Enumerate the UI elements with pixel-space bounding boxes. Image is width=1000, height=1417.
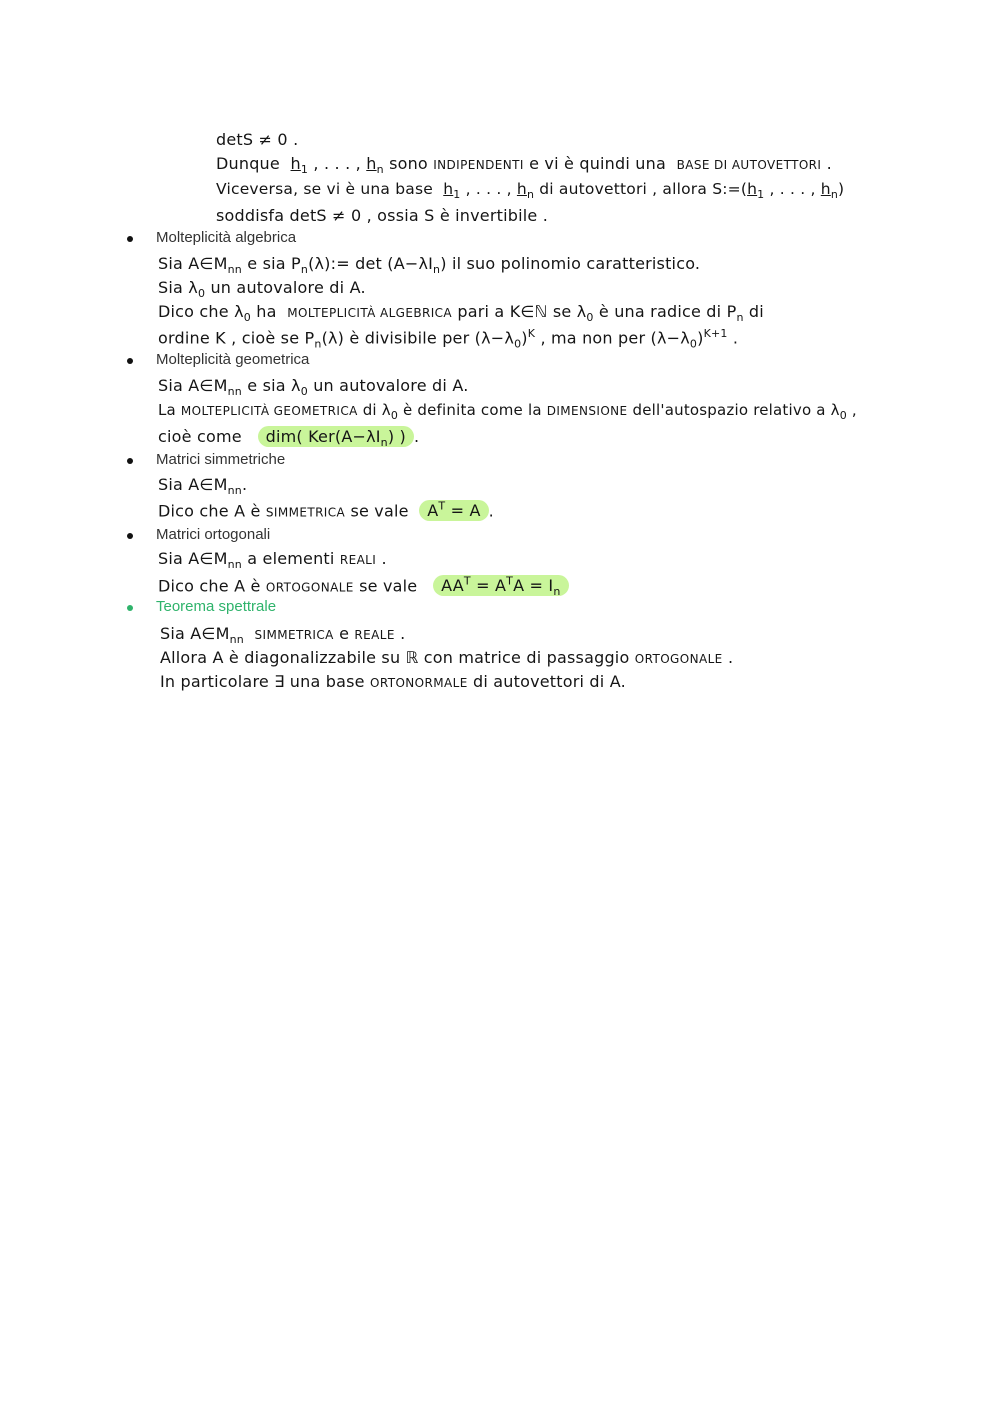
heading-molteplicita-algebrica: Molteplicità algebrica	[156, 229, 297, 246]
intro-line-4: soddisfa detS ≠ 0 , ossia S è invertibile .	[216, 206, 549, 225]
s2-line-2: La MOLTEPLICITÀ GEOMETRICA di $\lambda_0$ è definita come la DIMENSIONE dell'autospazio relativo a $\lambda_0$ ,	[158, 401, 857, 422]
s4-line-2: Dico che A è ORTOGONALE se vale $AA^T = A^TA = I_n$	[158, 575, 569, 599]
s3-line-1: Sia $A\in M_{nn}$.	[158, 475, 248, 498]
intro-line-1: detS ≠ 0 .	[216, 130, 299, 149]
bullet	[127, 458, 133, 464]
intro-line-3: Viceversa, se vi è una base $h_1$ , . . . , $h_n$ di autovettori , allora $S:=(h_1$ , . . . , $h_n$)	[216, 180, 845, 202]
bullet	[127, 605, 133, 611]
s2-line-3: cioè come dim( $Ker(A-\lambda I_n)$ ) .	[158, 427, 420, 450]
s5-line-3: In particolare ∃ una base ORTONORMALE di autovettori di A.	[160, 672, 626, 691]
heading-matrici-simmetriche: Matrici simmetriche	[156, 451, 286, 468]
bullet	[127, 533, 133, 539]
heading-molteplicita-geometrica: Molteplicità geometrica	[156, 351, 310, 368]
highlight-symmetric: $A^T = A$	[419, 500, 488, 521]
s1-line-2: Sia $\lambda_0$ un autovalore di A.	[158, 278, 366, 301]
s5-line-2: Allora A è diagonalizzabile su ℝ con matrice di passaggio ORTOGONALE .	[160, 648, 734, 667]
s1-line-4: ordine K , cioè se $P_n(\lambda)$ è divisibile per $(\lambda-\lambda_0)^K$ , ma non per $(\lambda-\lambda_0)^{K+1}$ .	[158, 327, 739, 351]
heading-teorema-spettrale: Teorema spettrale	[156, 598, 277, 615]
bullet	[127, 236, 133, 242]
highlight-geometric-multiplicity: dim( $Ker(A-\lambda I_n)$ )	[258, 426, 414, 447]
s2-line-1: Sia $A\in M_{nn}$ e sia $\lambda_0$ un autovalore di A.	[158, 376, 469, 399]
s4-line-1: Sia $A\in M_{nn}$ a elementi REALI .	[158, 549, 387, 572]
intro-line-2: Dunque $h_1$ , . . . , $h_n$ sono INDIPENDENTI e vi è quindi una BASE DI AUTOVETTORI .	[216, 154, 832, 177]
s1-line-1: Sia $A\in M_{nn}$ e sia $P_n(\lambda):= \det (A-\lambda I_n)$ il suo polinomio caratteristico.	[158, 254, 701, 277]
highlight-orthogonal: $AA^T = A^TA = I_n$	[433, 575, 568, 596]
s1-line-3: Dico che $\lambda_0$ ha MOLTEPLICITÀ ALGEBRICA pari a K∈ℕ se $\lambda_0$ è una radice di $P_n$ di	[158, 302, 764, 325]
heading-matrici-ortogonali: Matrici ortogonali	[156, 526, 271, 543]
s5-line-1: Sia $A\in M_{nn}$ SIMMETRICA e REALE .	[160, 624, 406, 647]
s3-line-2: Dico che A è SIMMETRICA se vale $A^T = A$ .	[158, 500, 494, 521]
bullet	[127, 358, 133, 364]
